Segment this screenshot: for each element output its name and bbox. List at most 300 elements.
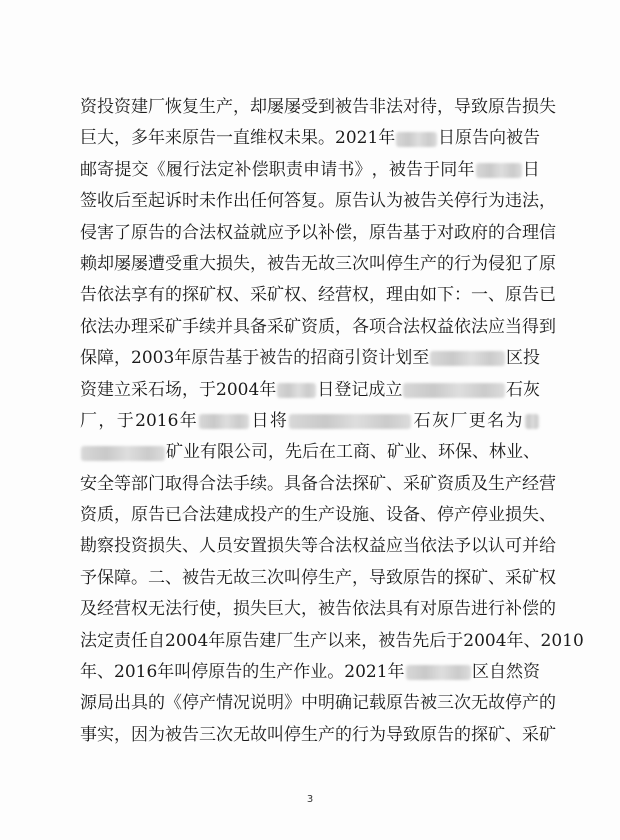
text-char: 无 xyxy=(301,253,318,274)
text-char: 已 xyxy=(539,285,556,306)
text-line xyxy=(80,531,556,562)
text-char: 导 xyxy=(454,97,471,117)
text-char: 生 xyxy=(259,662,277,683)
text-char: 产 xyxy=(522,693,539,714)
text-char: 确 xyxy=(335,693,352,714)
text-char: 致 xyxy=(403,724,420,745)
text-char: 未 xyxy=(199,191,216,212)
text-char: 因 xyxy=(131,724,148,745)
text-char: 停 xyxy=(191,662,209,683)
text-char: 矿 xyxy=(420,473,437,494)
text-char: 日 xyxy=(522,159,540,180)
text-char: 权 xyxy=(131,599,148,620)
text-char: 部 xyxy=(131,473,148,494)
text-char: 法 xyxy=(114,285,131,306)
text-char: 业 xyxy=(310,662,328,683)
text-char: 寄 xyxy=(97,159,115,180)
text-char: 由 xyxy=(403,285,420,306)
text-char: 》 xyxy=(354,159,372,180)
text-char: 大 xyxy=(199,253,216,274)
text-char: 2021 xyxy=(335,128,379,149)
text-char: 办 xyxy=(114,316,131,337)
text-char: 却 xyxy=(250,97,267,117)
text-char: 年 xyxy=(148,128,165,149)
text-char: 对 xyxy=(403,97,420,117)
text-char: 区 xyxy=(472,662,489,683)
text-char: 二 xyxy=(148,567,165,588)
text-char: 于 xyxy=(199,379,216,400)
text-line xyxy=(80,92,556,123)
text-char: 致 xyxy=(471,97,488,117)
text-char: 保 xyxy=(80,348,97,369)
text-char: 巨 xyxy=(267,599,284,620)
text-char: 资 xyxy=(80,97,97,117)
text-char: 告 xyxy=(199,567,216,588)
redacted-text xyxy=(476,163,522,178)
text-char: 营 xyxy=(114,599,131,620)
text-char: 资 xyxy=(523,662,540,683)
text-char: 年 xyxy=(387,662,405,683)
text-char: 司 xyxy=(251,442,268,463)
text-char: 合 xyxy=(386,316,403,337)
text-char: 的 xyxy=(335,724,352,745)
text-char: 行 xyxy=(352,724,369,745)
text-char: 到 xyxy=(539,316,556,337)
text-char: 告 xyxy=(352,191,369,212)
text-char: 为 xyxy=(369,724,386,745)
text-char: 告 xyxy=(437,724,454,745)
text-char: 屡 xyxy=(267,97,284,117)
text-char: 依 xyxy=(80,316,97,337)
text-char: 屡 xyxy=(131,253,148,274)
text-char: ， xyxy=(437,97,454,117)
text-char: 的 xyxy=(539,693,556,714)
text-char: 偿 xyxy=(251,159,269,180)
text-char: 产 xyxy=(318,724,335,745)
text-char: 定 xyxy=(97,630,114,651)
text-char: 理 xyxy=(131,316,148,337)
text-char: 并 xyxy=(522,536,539,557)
text-char: 立 xyxy=(385,379,403,400)
text-char: 被 xyxy=(420,693,437,714)
text-char: 建 xyxy=(131,97,148,117)
text-char: 了 xyxy=(522,253,539,274)
text-char: 的 xyxy=(437,253,454,274)
text-char: 年 xyxy=(174,348,192,369)
text-char: 后 xyxy=(429,630,447,651)
text-char: 合 xyxy=(505,222,522,243)
text-char: 原 xyxy=(369,222,386,243)
text-char: 定 xyxy=(217,159,235,180)
text-char: 实 xyxy=(97,724,114,745)
text-char: 灰 xyxy=(432,410,450,431)
text-char: 诉 xyxy=(165,191,182,212)
text-char: 行 xyxy=(471,191,488,212)
text-char: 、 xyxy=(301,285,318,306)
text-char: ， xyxy=(539,191,556,212)
text-char: 为 xyxy=(505,410,523,431)
text-char: 建 xyxy=(259,630,277,651)
text-char: 法 xyxy=(335,473,352,494)
text-char: 益 xyxy=(437,316,454,337)
text-line xyxy=(80,563,556,594)
text-char: 法 xyxy=(437,536,454,557)
text-char: 认 xyxy=(369,191,386,212)
text-char: 业 xyxy=(506,442,523,463)
text-char: 告 xyxy=(472,128,489,149)
text-char: 计 xyxy=(378,348,396,369)
text-char: 原 xyxy=(191,348,209,369)
text-char: 责 xyxy=(114,630,131,651)
text-char: 《 xyxy=(148,159,166,180)
text-line xyxy=(80,437,540,468)
text-char: 说 xyxy=(250,693,267,714)
text-char: 次 xyxy=(454,693,471,714)
text-char: 故 xyxy=(488,693,505,714)
text-char: 厂 xyxy=(80,410,97,431)
text-char: 业 xyxy=(404,442,421,463)
text-char: 予 xyxy=(454,536,471,557)
text-line xyxy=(80,123,540,154)
text-char: 告 xyxy=(284,253,301,274)
text-char: 资 xyxy=(114,97,131,117)
text-char: 依 xyxy=(97,285,114,306)
text-char: 原 xyxy=(505,285,522,306)
text-char: 2010 xyxy=(540,630,584,651)
text-char: 进 xyxy=(471,599,488,620)
text-char: 矿 xyxy=(387,442,404,463)
text-char: 日 xyxy=(317,379,335,400)
text-char: 明 xyxy=(318,693,335,714)
text-char: 损 xyxy=(216,253,233,274)
text-char: 来 xyxy=(165,128,182,149)
text-char: 营 xyxy=(539,473,556,494)
text-char: 损 xyxy=(267,536,284,557)
text-char: 、 xyxy=(523,442,540,463)
text-char: 被 xyxy=(165,724,182,745)
text-char: 对 xyxy=(437,222,454,243)
text-char: 失 xyxy=(539,97,556,117)
text-char: 得 xyxy=(182,473,199,494)
text-char: 权 xyxy=(284,285,301,306)
text-char: 告 xyxy=(199,128,216,149)
text-char: 无 xyxy=(148,599,165,620)
text-char: 质 xyxy=(97,505,114,526)
text-char: 法 xyxy=(471,316,488,337)
text-char: 法 xyxy=(97,316,114,337)
redacted-text xyxy=(406,665,471,680)
text-char: 障 xyxy=(97,348,114,369)
text-char: 石 xyxy=(413,410,431,431)
text-char: 法 xyxy=(200,159,218,180)
text-char: 依 xyxy=(420,536,437,557)
text-char: 后 xyxy=(114,191,131,212)
text-char: 次 xyxy=(352,253,369,274)
text-char: 人 xyxy=(199,536,216,557)
text-char: 原 xyxy=(403,567,420,588)
text-char: 矿 xyxy=(165,316,182,337)
text-char: 原 xyxy=(208,662,226,683)
text-char: 名 xyxy=(487,410,505,431)
text-char: 采 xyxy=(403,473,420,494)
text-char: 应 xyxy=(267,222,284,243)
text-char: 告 xyxy=(523,128,540,149)
text-char: 、 xyxy=(165,567,182,588)
text-char: 生 xyxy=(403,253,420,274)
text-char: 营 xyxy=(335,285,352,306)
text-char: 备 xyxy=(250,316,267,337)
text-line xyxy=(80,469,556,500)
text-char: 投 xyxy=(523,348,540,369)
text-char: 更 xyxy=(468,410,486,431)
text-char: 矿 xyxy=(166,442,183,463)
text-char: 经 xyxy=(522,473,539,494)
text-char: 无 xyxy=(471,693,488,714)
text-line xyxy=(80,218,556,249)
text-char: 业 xyxy=(183,442,200,463)
text-char: 大 xyxy=(284,599,301,620)
text-char: 巨 xyxy=(80,128,97,149)
text-char: 非 xyxy=(369,97,386,117)
text-char: 当 xyxy=(505,316,522,337)
text-char: ， xyxy=(216,599,233,620)
text-char: 原 xyxy=(539,253,556,274)
text-char: 复 xyxy=(301,191,318,212)
text-char: 的 xyxy=(242,662,260,683)
text-char: ， xyxy=(114,128,131,149)
text-char: 及 xyxy=(471,473,488,494)
text-char: 侵 xyxy=(80,222,97,243)
text-char: 故 xyxy=(233,567,250,588)
text-char: 停 xyxy=(454,191,471,212)
text-char: 2004 xyxy=(216,379,260,400)
text-char: 工 xyxy=(336,442,353,463)
text-char: 灰 xyxy=(523,379,540,400)
text-char: 补 xyxy=(234,159,252,180)
text-char: 员 xyxy=(216,536,233,557)
text-char: 告 xyxy=(420,567,437,588)
text-char: 的 xyxy=(148,693,165,714)
text-char: ， xyxy=(250,253,267,274)
text-char: 原 xyxy=(335,191,352,212)
text-char: 停 xyxy=(505,693,522,714)
redacted-text xyxy=(199,414,249,429)
text-char: 叫 xyxy=(174,662,192,683)
text-char: 失 xyxy=(165,536,182,557)
text-char: 大 xyxy=(97,128,114,149)
text-char: 被 xyxy=(335,97,352,117)
text-char: 导 xyxy=(369,567,386,588)
document-body xyxy=(80,92,584,751)
text-char: 偿 xyxy=(522,599,539,620)
text-char: 产 xyxy=(310,630,328,651)
text-char: 失 xyxy=(250,599,267,620)
text-char: 全 xyxy=(97,473,114,494)
redacted-text xyxy=(525,414,539,429)
text-char: 、 xyxy=(97,662,114,683)
text-char: 年 xyxy=(506,630,524,651)
text-char: ， xyxy=(114,724,131,745)
text-char: 原 xyxy=(131,505,148,526)
text-char: 立 xyxy=(114,379,131,400)
text-char: 被 xyxy=(182,567,199,588)
text-char: 产 xyxy=(199,693,216,714)
text-char: 资 xyxy=(80,379,97,400)
text-char: 明 xyxy=(267,693,284,714)
text-char: 、 xyxy=(488,567,505,588)
text-char: 设 xyxy=(386,505,403,526)
text-char: ： xyxy=(454,285,471,306)
text-char: 产 xyxy=(420,253,437,274)
text-char: 施 xyxy=(352,505,369,526)
text-char: 年 xyxy=(378,128,396,149)
text-char: 、 xyxy=(386,473,403,494)
text-char: 法 xyxy=(369,599,386,620)
text-char: ， xyxy=(335,316,352,337)
text-char: 至 xyxy=(412,348,430,369)
redacted-text xyxy=(81,446,165,461)
text-char: 、 xyxy=(488,285,505,306)
text-char: 矿 xyxy=(488,724,505,745)
text-char: 、 xyxy=(182,536,199,557)
text-char: 告 xyxy=(242,630,260,651)
text-char: 予 xyxy=(284,222,301,243)
text-char: ， xyxy=(301,599,318,620)
text-char: 2004 xyxy=(463,630,507,651)
text-char: 府 xyxy=(471,222,488,243)
text-line xyxy=(80,312,556,343)
redacted-text xyxy=(289,414,411,429)
redacted-text xyxy=(396,132,437,147)
text-char: 次 xyxy=(216,724,233,745)
redacted-text xyxy=(430,351,505,366)
text-char: 犯 xyxy=(505,253,522,274)
text-char: 收 xyxy=(97,191,114,212)
text-char: 矿 xyxy=(267,285,284,306)
text-char: 重 xyxy=(182,253,199,274)
text-char: 情 xyxy=(216,693,233,714)
text-char: 复 xyxy=(182,97,199,117)
text-char: 偿 xyxy=(335,222,352,243)
text-char: 停 xyxy=(182,693,199,714)
text-char: 建 xyxy=(216,505,233,526)
text-char: 生 xyxy=(293,630,311,651)
text-char: ， xyxy=(352,567,369,588)
text-char: 原 xyxy=(386,693,403,714)
text-char: 应 xyxy=(386,536,403,557)
text-char: 产 xyxy=(318,505,335,526)
text-char: 告 xyxy=(405,159,423,180)
text-char: 失 xyxy=(522,505,539,526)
text-char: 得 xyxy=(522,316,539,337)
text-char: 、 xyxy=(370,442,387,463)
text-char: 给 xyxy=(539,536,556,557)
text-char: 限 xyxy=(217,442,234,463)
text-char: 告 xyxy=(148,505,165,526)
text-char: 产 xyxy=(505,473,522,494)
text-char: 等 xyxy=(114,473,131,494)
text-line xyxy=(80,500,556,531)
redacted-text xyxy=(403,383,505,398)
text-char: 保 xyxy=(97,567,114,588)
text-char: 故 xyxy=(250,724,267,745)
text-char: 成 xyxy=(368,379,386,400)
text-char: 作 xyxy=(293,662,311,683)
text-char: 职 xyxy=(268,159,286,180)
text-char: ， xyxy=(369,285,386,306)
text-char: 行 xyxy=(182,599,199,620)
text-char: 自 xyxy=(148,630,165,651)
text-char: 告 xyxy=(208,348,226,369)
text-char: 了 xyxy=(114,222,131,243)
text-char: 记 xyxy=(352,693,369,714)
text-char: 手 xyxy=(233,473,250,494)
text-char: 可 xyxy=(505,536,522,557)
text-char: 然 xyxy=(506,662,523,683)
text-char: 基 xyxy=(225,348,243,369)
text-char: 中 xyxy=(301,693,318,714)
text-char: 告 xyxy=(225,662,243,683)
text-char: 经 xyxy=(97,599,114,620)
text-char: 于 xyxy=(242,348,260,369)
text-char: 采 xyxy=(131,379,148,400)
text-char: 备 xyxy=(301,473,318,494)
text-char: 资 xyxy=(80,505,97,526)
text-char: 具 xyxy=(284,473,301,494)
text-char: 置 xyxy=(250,536,267,557)
text-char: 厂 xyxy=(276,630,294,651)
text-char: 厂 xyxy=(148,97,165,117)
text-char: 的 xyxy=(165,222,182,243)
text-char: 提 xyxy=(114,159,132,180)
text-char: 答 xyxy=(284,191,301,212)
text-char: 为 xyxy=(488,191,505,212)
text-char: 探 xyxy=(471,724,488,745)
text-char: 区 xyxy=(506,348,523,369)
text-char: 害 xyxy=(97,222,114,243)
text-char: 的 xyxy=(437,567,454,588)
text-char: 商 xyxy=(327,348,345,369)
text-char: 以 xyxy=(327,630,345,651)
text-char: 生 xyxy=(318,567,335,588)
text-char: 告 xyxy=(386,222,403,243)
text-char: 损 xyxy=(233,599,250,620)
text-char: 法 xyxy=(80,630,97,651)
text-char: 、 xyxy=(472,442,489,463)
text-char: 屡 xyxy=(114,253,131,274)
text-char: 被 xyxy=(388,159,406,180)
text-line xyxy=(80,688,556,719)
text-char: 投 xyxy=(250,505,267,526)
text-char: 停 xyxy=(437,505,454,526)
text-char: ， xyxy=(114,348,131,369)
text-char: 探 xyxy=(454,567,471,588)
text-char: 失 xyxy=(284,536,301,557)
text-char: 产 xyxy=(454,505,471,526)
text-char: 招 xyxy=(310,348,328,369)
text-char: 原 xyxy=(455,128,472,149)
text-char: 告 xyxy=(395,630,413,651)
text-char: 环 xyxy=(438,442,455,463)
text-char: 的 xyxy=(539,599,556,620)
text-char: 到 xyxy=(318,97,335,117)
text-char: 年 xyxy=(457,159,475,180)
text-char: 年 xyxy=(80,662,97,683)
text-char: 公 xyxy=(234,442,251,463)
text-char: 来 xyxy=(344,630,362,651)
text-char: 停 xyxy=(471,505,488,526)
text-char: 年 xyxy=(208,630,226,651)
